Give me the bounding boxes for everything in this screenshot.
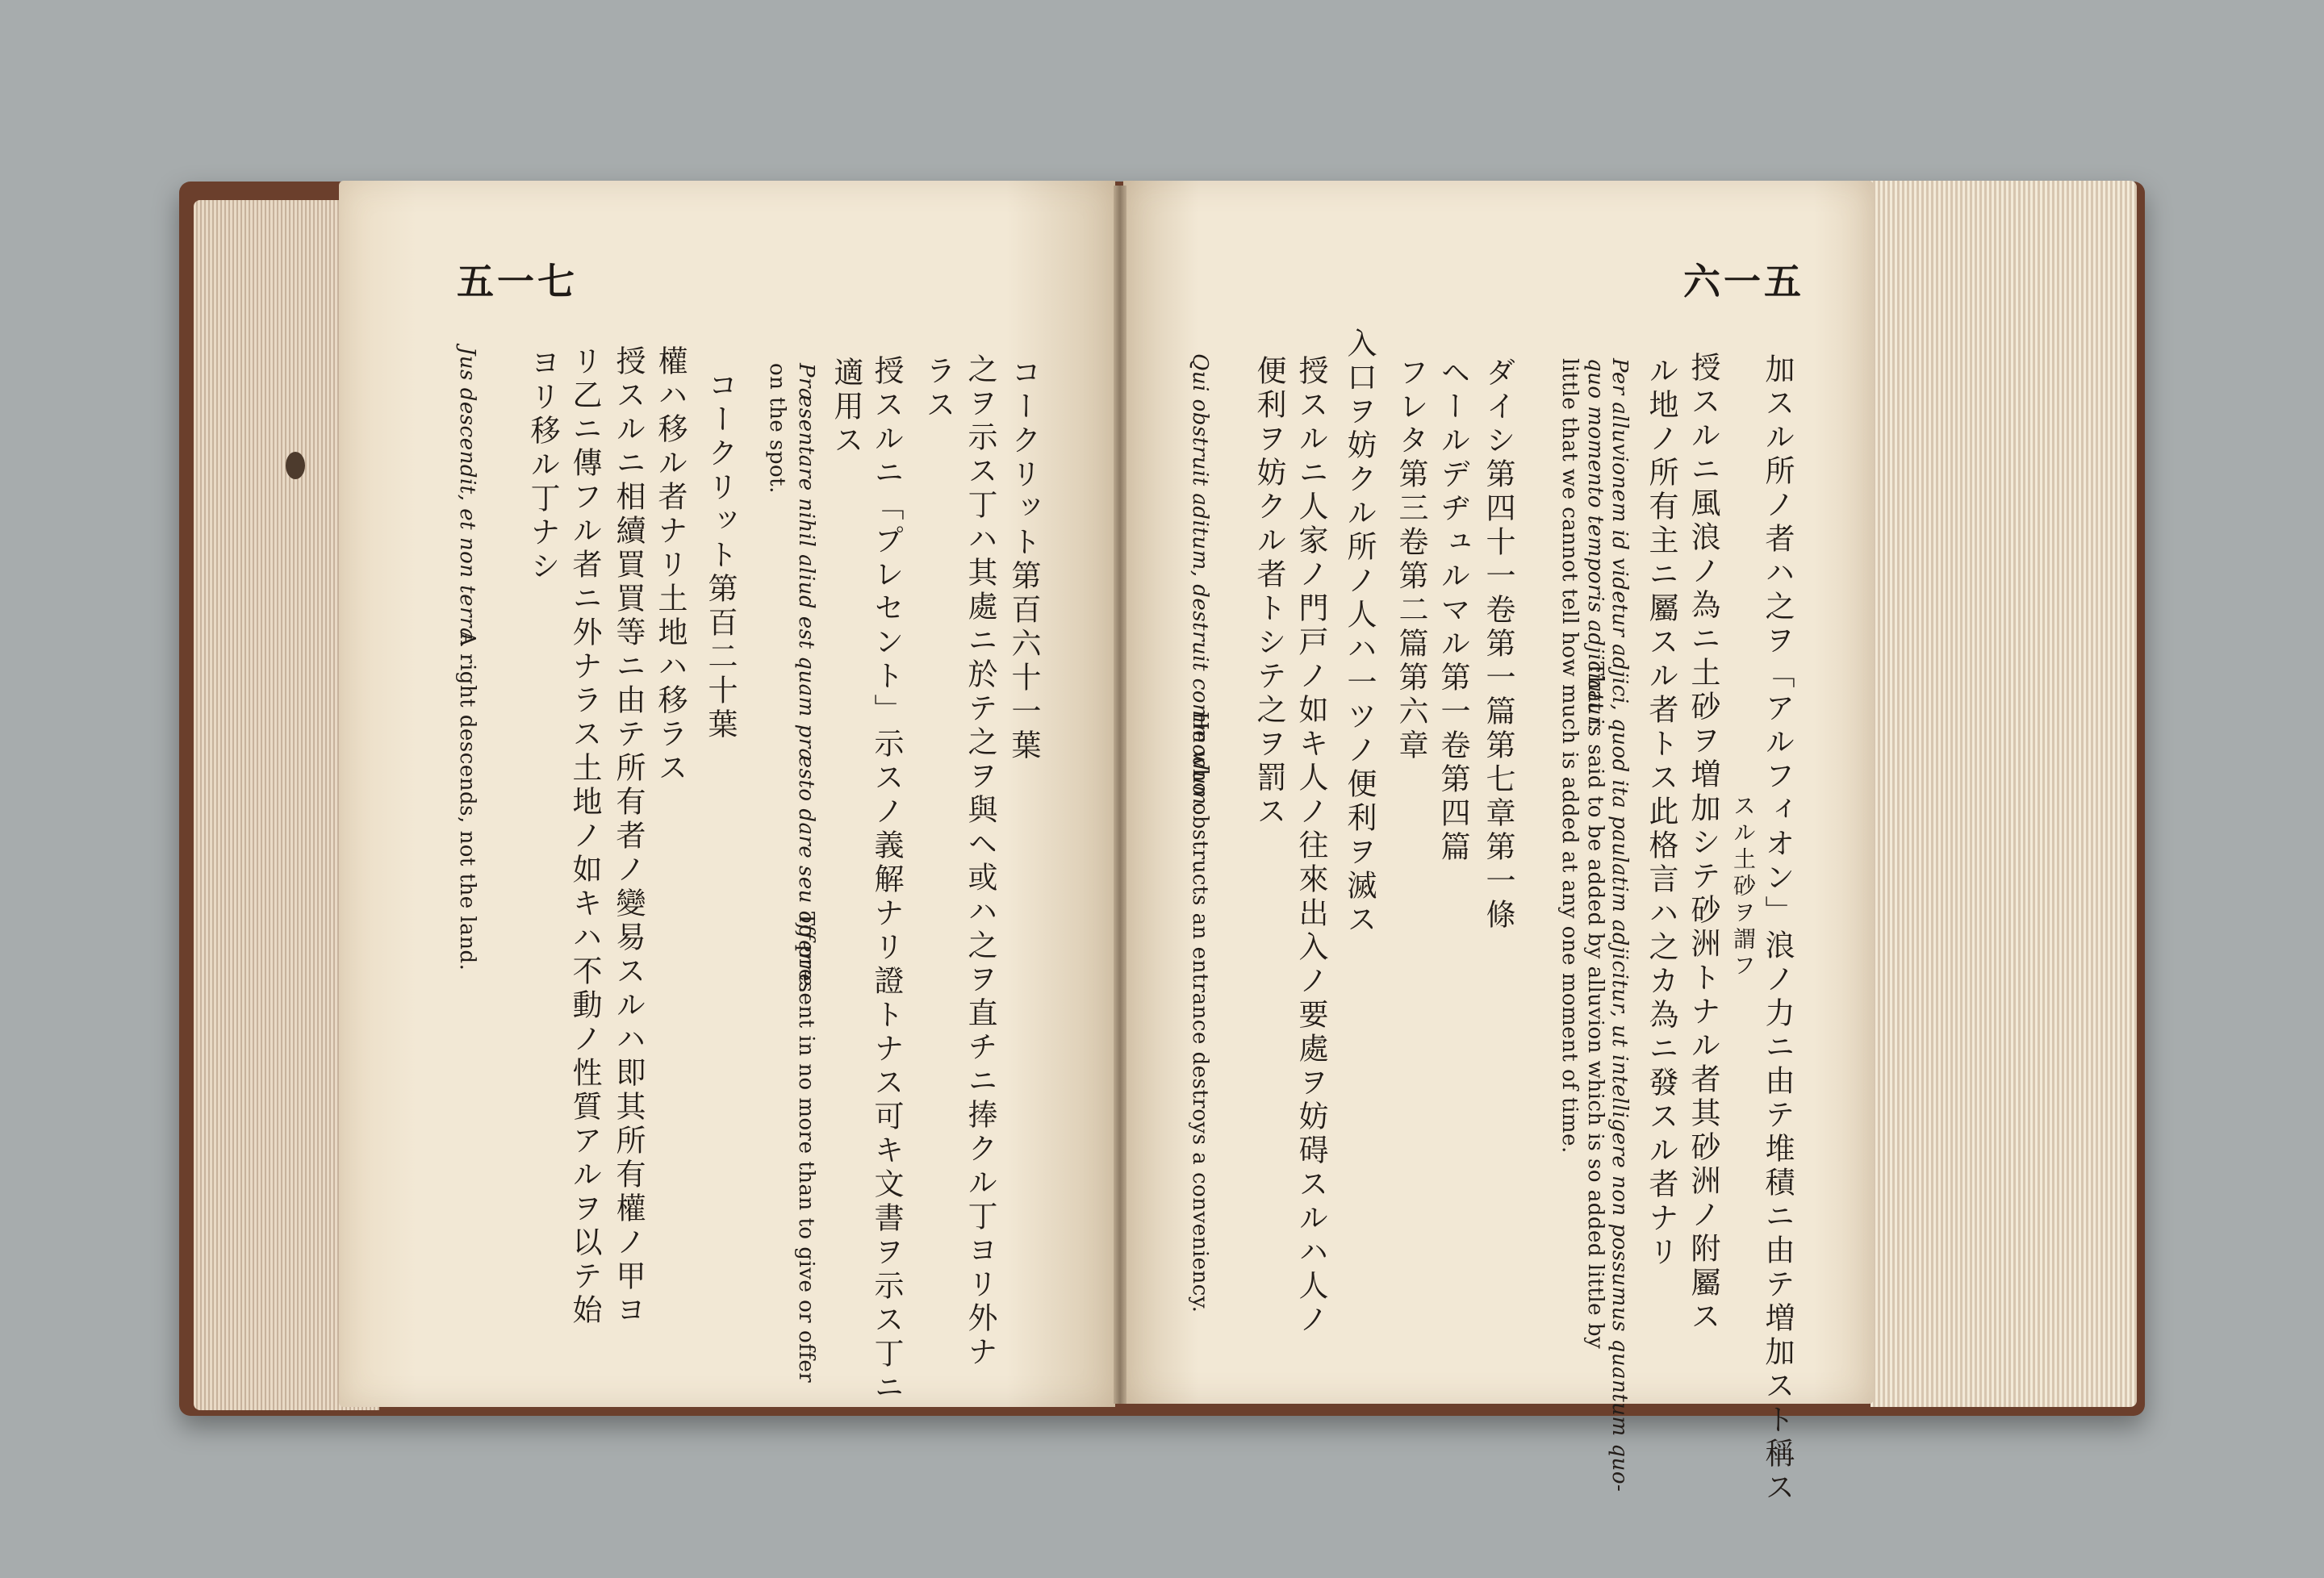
left-page-number: 五一七 (457, 260, 578, 303)
left-english-translation: A right descends, not the land. (455, 631, 479, 971)
left-text-line: ラス (921, 355, 955, 423)
left-text-line: 之ヲ示ス丁ハ其處ニ於テ之ヲ與ヘ或ハ之ヲ直チニ捧クル丁ヨリ外ナ (963, 353, 997, 1370)
right-text-line-small: スル土砂ヲ謂フ (1730, 794, 1757, 980)
right-latin-maxim: Per alluvionem id videtur adjici, quod ita paulatim adjicitur, ut intelligere non possumus quantum quo- (1607, 358, 1632, 1492)
left-text-line: リ乙ニ傳フル者ニ外ナラス土地ノ如キハ不動ノ性質アルヲ以テ始 (567, 345, 602, 1328)
left-text-line: 適用ス (829, 357, 863, 458)
left-english-translation: To present in no more than to give or offer (794, 912, 818, 1384)
left-maxim-japanese: 權ハ移ル者ナリ土地ハ移ラス (653, 345, 688, 786)
left-text-line: ヨリ移ル丁ナシ (525, 347, 560, 584)
right-text-line: 加スル所ノ者ハ之ヲ「アルフィオン」浪ノ力ニ由テ堆積ニ由テ増加スト稱ス (1760, 353, 1795, 1505)
left-latin-maxim: Præsentare nihil aliud est quam præsto dare seu offerre. (794, 363, 818, 994)
book-gutter (1114, 186, 1126, 1404)
binding-hole (286, 452, 305, 479)
left-latin-maxim: Jus descendit, et non terra. (455, 347, 479, 648)
left-heading-coke-161: コークリット第百六十一葉 (1006, 357, 1041, 763)
left-english-translation-cont: on the spot. (765, 363, 789, 494)
right-english-translation-cont: little that we cannot tell how much is added at any one moment of time. (1557, 358, 1582, 1154)
right-latin-maxim-cont: quo momento temporis adjiciatur. (1583, 358, 1607, 731)
page-edges-right (1870, 181, 2137, 1407)
left-text-line: 授スルニ「プレセント」示スノ義解ナリ證トナス可キ文書ヲ示ス丁ニ (869, 355, 904, 1405)
right-latin-maxim: Qui obstruit aditum, destruit commodum. (1188, 353, 1212, 812)
right-english-translation: He who obstructs an entrance destroys a conveniency. (1188, 712, 1212, 1313)
right-text-line: 授スルニ風浪ノ為ニ土砂ヲ増加シテ砂洲トナル者其砂洲ノ附屬ス (1686, 352, 1720, 1334)
right-english-translation: That is said to be added by alluvion which is so added little by (1583, 662, 1607, 1350)
left-heading-coke-120: コークリット第百二十葉 (703, 369, 738, 742)
right-text-line: 便利ヲ妨クル者トシテ之ヲ罰ス (1252, 355, 1286, 829)
right-text-line: ル地ノ所有主ニ屬スル者トス此格言ハ之カ為ニ發スル者ナリ (1644, 355, 1678, 1270)
right-citation-digest: ダイシ第四十一卷第一篇第七章第一條 (1481, 357, 1515, 933)
right-citation-fleta: フレタ第三卷第二篇第六章 (1394, 357, 1428, 763)
right-page-number: 六一五 (1683, 260, 1804, 303)
right-citation: ヘールデヂュルマル第一卷第四篇 (1436, 357, 1470, 865)
right-text-line: 授スルニ人家ノ門戸ノ如キ人ノ往來出入ノ要處ヲ妨碍スルハ人ノ (1294, 355, 1328, 1338)
left-text-line: 授スルニ相續買買等ニ由テ所有者ノ變易スルハ即其所有權ノ甲ヨ (611, 345, 646, 1328)
right-maxim-japanese: 入口ヲ妨クル所ノ人ハ一ツノ便利ヲ滅ス (1342, 328, 1377, 937)
